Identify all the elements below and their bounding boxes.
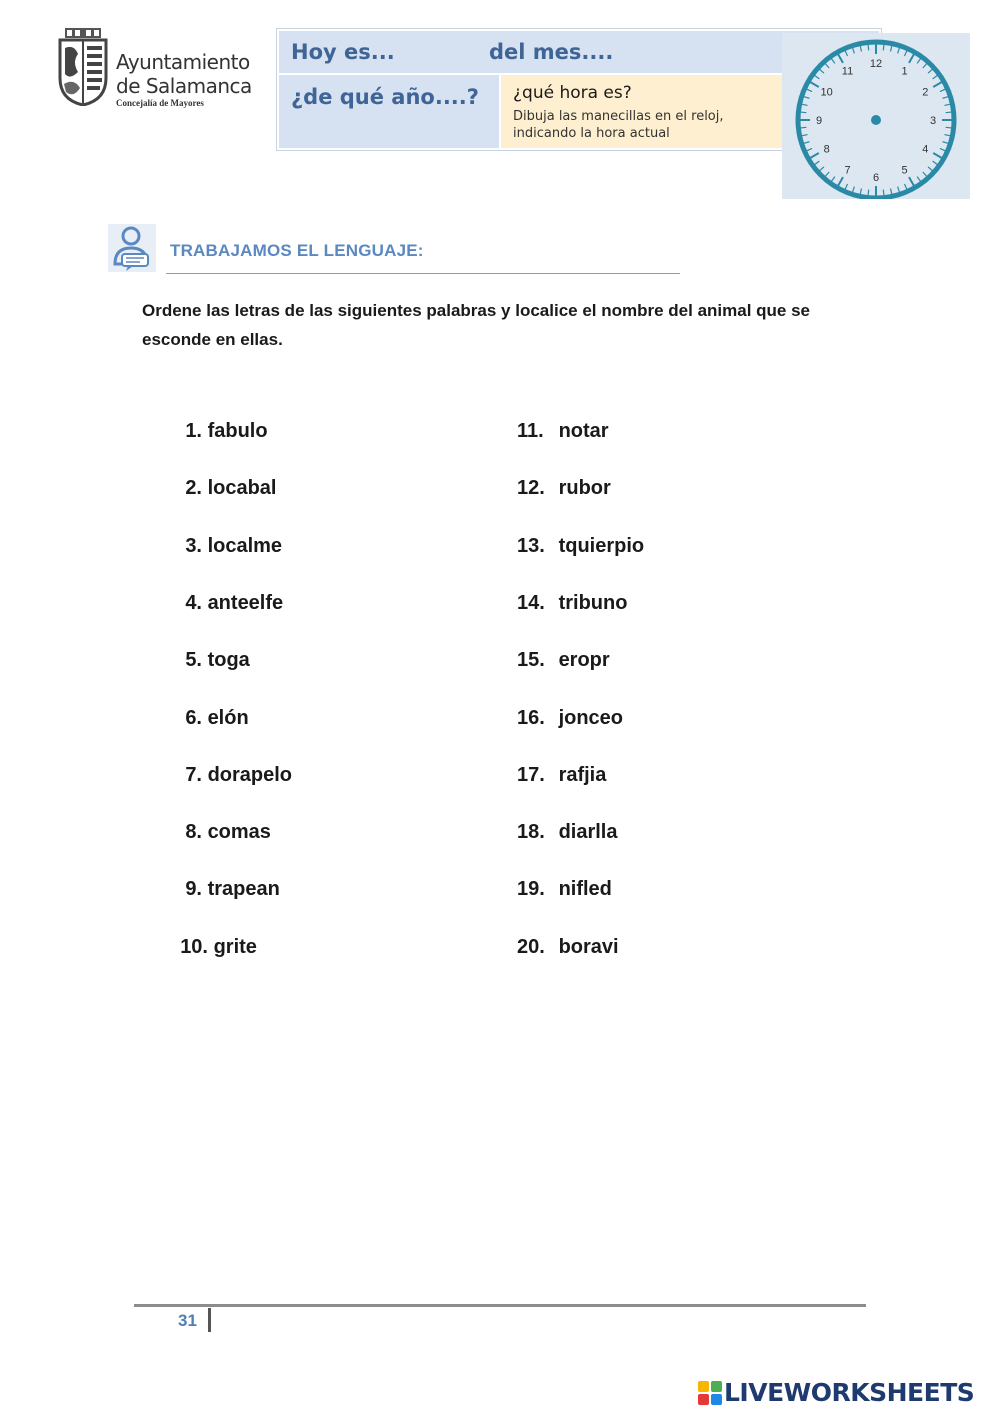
clock-tick: [883, 44, 884, 50]
word-number: 10.: [180, 935, 208, 958]
word-item: [168, 878, 280, 901]
word-item: [517, 535, 644, 558]
word-item: [517, 764, 606, 787]
liveworksheets-wordmark: LIVEWORKSHEETS: [724, 1378, 975, 1407]
clock-tick: [807, 89, 812, 91]
scrambled-word: notar: [558, 420, 609, 442]
clock-tick: [909, 54, 914, 63]
clock-number: 5: [901, 164, 908, 177]
scrambled-word: rafjia: [558, 763, 607, 786]
word-number: 9.: [185, 878, 202, 901]
scrambled-word: rubor: [558, 477, 611, 500]
clock-tick: [940, 89, 945, 91]
word-item: [517, 707, 623, 730]
word-number: 1.: [185, 420, 202, 442]
word-number: 2.: [185, 477, 202, 500]
scrambled-word: locabal: [207, 477, 277, 500]
scrambled-word: localme: [207, 534, 283, 557]
coat-of-arms-icon: [56, 28, 110, 106]
clock-tick: [898, 187, 900, 193]
clock-tick: [943, 142, 949, 144]
clock-tick: [940, 148, 945, 150]
logo-subtitle: Concejalía de Mayores: [116, 98, 204, 108]
clock-tick: [804, 142, 810, 144]
clock-tick: [917, 59, 921, 64]
person-speech-icon: [108, 224, 156, 272]
clock-tick: [946, 127, 952, 128]
clock-tick: [825, 172, 829, 176]
clock-tick: [810, 82, 819, 87]
clock-tick: [815, 75, 820, 79]
clock-tick: [917, 177, 921, 182]
clock-tick: [853, 48, 855, 54]
year-label: ¿de qué año....?: [291, 85, 479, 109]
year-cell: [279, 75, 499, 148]
word-item: [168, 649, 250, 672]
clock-tick: [928, 167, 932, 171]
word-item: [517, 936, 619, 959]
scrambled-word: grite: [213, 935, 257, 958]
clock-tick: [802, 104, 808, 105]
clock-number: 7: [844, 164, 851, 177]
clock-tick: [860, 46, 861, 52]
clock-number: 1: [901, 65, 908, 78]
clock-tick: [831, 59, 835, 64]
clock-tick: [853, 187, 855, 193]
scrambled-word: jonceo: [558, 706, 624, 729]
clock-number: 2: [922, 86, 929, 99]
clock-tick: [845, 51, 847, 56]
word-number: 12.: [517, 477, 545, 500]
word-item: [168, 477, 276, 500]
scrambled-word: tribuno: [558, 591, 628, 614]
clock-tick: [807, 148, 812, 150]
scrambled-word: tquierpio: [558, 534, 645, 557]
word-item: [168, 707, 249, 730]
clock-tick: [860, 188, 861, 194]
clock-tick: [800, 112, 806, 113]
clock-tick: [933, 82, 942, 87]
clock-tick: [933, 75, 938, 79]
clock-number: 10: [820, 86, 833, 99]
word-number: 6.: [185, 706, 202, 729]
clock-number: 8: [823, 143, 830, 156]
liveworksheets-icon: [698, 1381, 722, 1405]
clock-tick: [923, 172, 927, 176]
word-item: [168, 592, 283, 615]
clock-tick: [804, 97, 810, 99]
clock-tick: [909, 177, 914, 186]
scrambled-word: trapean: [207, 878, 280, 901]
section-underline: [166, 273, 680, 274]
word-number: 7.: [185, 763, 202, 786]
salamanca-logo: [56, 28, 256, 110]
clock-tick: [810, 153, 819, 158]
word-number: 11.: [517, 420, 544, 442]
word-item: [168, 420, 268, 443]
clock-tick: [838, 54, 843, 63]
scrambled-word: dorapelo: [207, 763, 293, 786]
scrambled-word: anteelfe: [207, 591, 284, 614]
liveworksheets-logo[interactable]: [698, 1378, 994, 1408]
footer-rule: [134, 1304, 866, 1307]
scrambled-word: comas: [207, 821, 271, 844]
clock-tick: [802, 135, 808, 136]
word-number: 16.: [517, 706, 545, 729]
clock-tick: [944, 135, 950, 136]
word-item: [517, 649, 610, 672]
word-number: 18.: [517, 821, 545, 844]
clock-tick: [944, 104, 950, 105]
scrambled-word: toga: [207, 649, 250, 672]
scrambled-word: eropr: [558, 649, 610, 672]
clock-number: 12: [869, 58, 883, 70]
word-item: [517, 477, 611, 500]
clock-tick: [825, 64, 829, 68]
word-item: [517, 821, 617, 844]
scrambled-word: diarlla: [558, 821, 618, 844]
clock-tick: [815, 161, 820, 165]
word-number: 8.: [185, 821, 202, 844]
word-number: 20.: [517, 935, 545, 958]
clock-tick: [845, 184, 847, 189]
clock-tick: [838, 177, 843, 186]
clock-tick: [891, 188, 892, 194]
clock-tick: [800, 127, 806, 128]
today-label: Hoy es...: [291, 40, 395, 64]
clock-tick: [898, 48, 900, 54]
word-number: 15.: [517, 649, 545, 672]
clock-tick: [928, 69, 932, 73]
clock-number: 6: [872, 172, 880, 184]
scrambled-word: boravi: [558, 935, 619, 958]
word-number: 13.: [517, 534, 545, 557]
month-label: del mes....: [489, 40, 614, 64]
clock-tick: [946, 112, 952, 113]
clock-tick: [933, 161, 938, 165]
page-number-bar: [208, 1308, 211, 1332]
word-item: [168, 535, 282, 558]
clock-tick: [820, 69, 824, 73]
scrambled-word: fabulo: [207, 420, 268, 442]
scrambled-word: nifled: [558, 878, 612, 901]
word-item: [517, 592, 627, 615]
clock-tick: [904, 51, 906, 56]
clock-number: 4: [922, 143, 929, 156]
clock-tick: [883, 190, 884, 196]
word-number: 3.: [185, 534, 202, 557]
logo-title-line2: de Salamanca: [116, 74, 252, 98]
clock-tick: [923, 64, 927, 68]
hour-instruction: Dibuja las manecillas en el reloj, indicando la hora actual: [513, 109, 724, 141]
word-item: [517, 420, 609, 443]
word-item: [168, 764, 292, 787]
clock-tick: [831, 177, 835, 182]
word-number: 14.: [517, 591, 545, 614]
clock-tick: [891, 46, 892, 52]
word-number: 4.: [185, 591, 202, 614]
clock-icon[interactable]: [782, 33, 970, 199]
word-number: 5.: [185, 649, 202, 672]
clock-tick: [933, 153, 942, 158]
scrambled-word: elón: [207, 706, 249, 729]
clock-tick: [943, 97, 949, 99]
clock-tick: [820, 167, 824, 171]
word-number: 19.: [517, 878, 545, 901]
clock-tick: [904, 184, 906, 189]
word-item: [168, 936, 257, 959]
word-item: [168, 821, 271, 844]
clock-panel: [782, 33, 970, 199]
section-title: TRABAJAMOS EL LENGUAJE:: [170, 241, 424, 260]
word-item: [517, 878, 612, 901]
page-number: 31: [178, 1311, 197, 1330]
clock-tick: [868, 190, 869, 196]
clock-tick: [868, 44, 869, 50]
word-number: 17.: [517, 763, 545, 786]
clock-number: 11: [841, 65, 854, 78]
logo-title-line1: Ayuntamiento: [116, 50, 250, 74]
hour-question: ¿qué hora es?: [513, 83, 632, 103]
instructions-text: Ordene las letras de las siguientes palabras y localice el nombre del animal que se esconde en ellas.: [142, 301, 811, 349]
clock-number: 9: [815, 115, 823, 127]
clock-number: 3: [929, 115, 937, 127]
